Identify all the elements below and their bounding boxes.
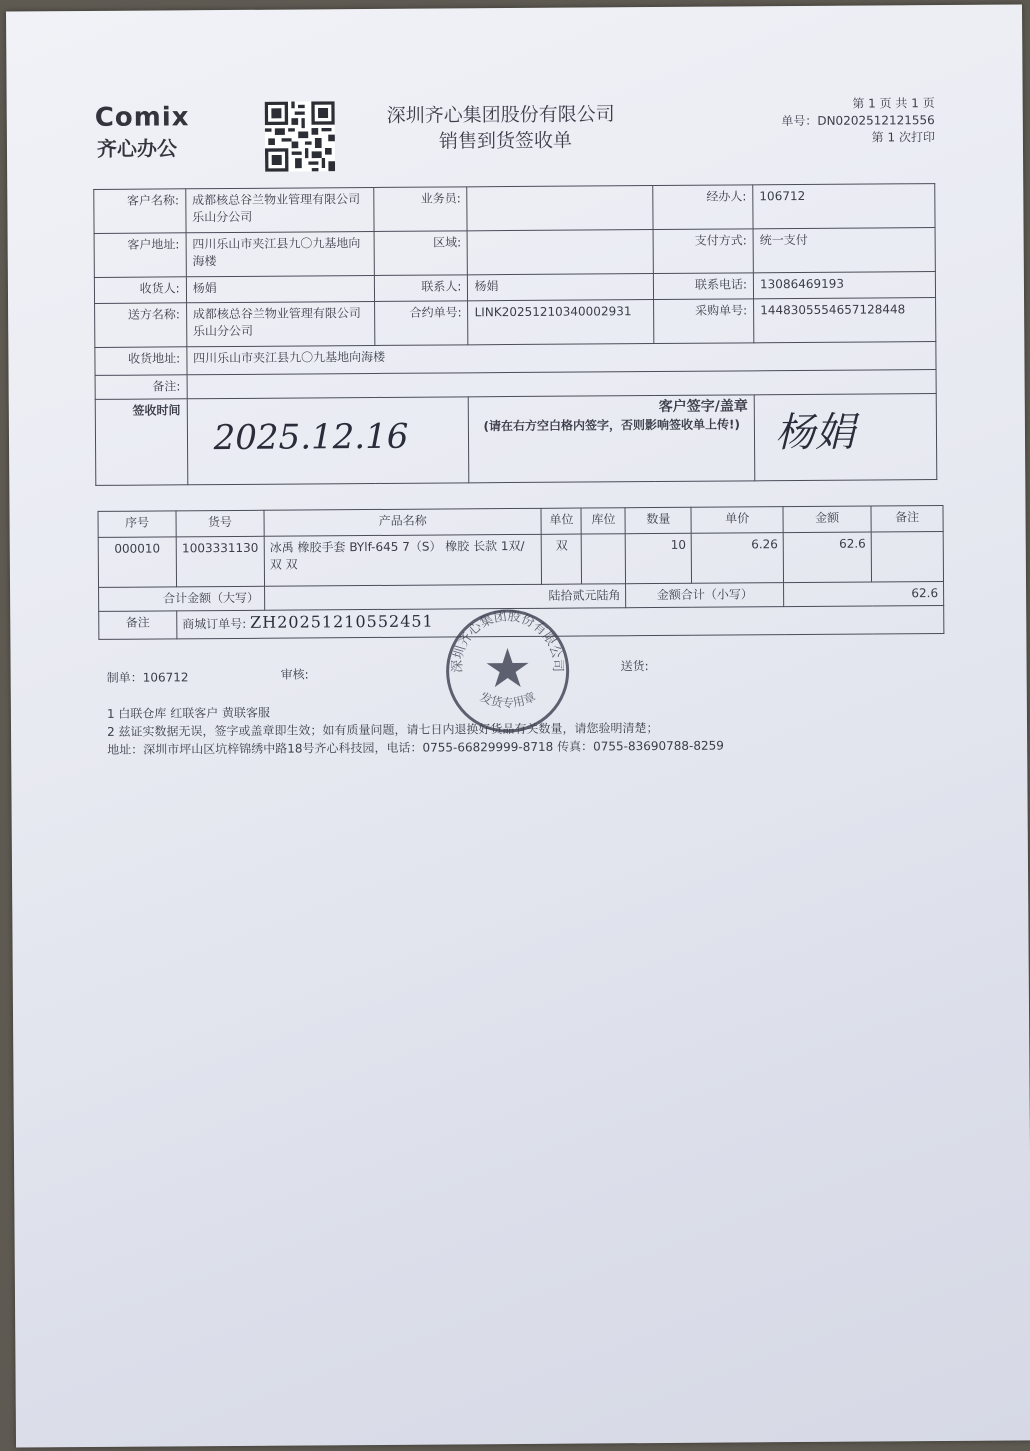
sign-note: (请在右方空白格内签字，否则影响签收单上传!) bbox=[483, 417, 740, 434]
receiver-label: 收货人: bbox=[94, 277, 186, 304]
table-row bbox=[98, 532, 943, 588]
comix-logo-cn: 齐心办公 bbox=[96, 136, 178, 161]
footer-address: 地址：深圳市坪山区坑梓锦绣中路18号齐心科技园，电话：0755-66829999-8718 传真：0755-83690788-8259 bbox=[107, 738, 724, 757]
receiver-value: 杨娟 bbox=[186, 275, 374, 302]
total-upper-label: 合计金额（大写） bbox=[99, 586, 265, 611]
col-header: 产品名称 bbox=[264, 508, 542, 536]
print-count: 第 1 次打印 bbox=[871, 130, 935, 145]
col-header: 备注 bbox=[871, 506, 943, 533]
col-header: 序号 bbox=[98, 511, 176, 538]
contact-label: 联系人: bbox=[374, 275, 468, 302]
customer-info-table bbox=[93, 183, 937, 486]
delivery-receipt-paper bbox=[6, 4, 1030, 1447]
cell-price: 6.26 bbox=[691, 533, 783, 584]
cell-sku: 1003331130 bbox=[176, 536, 264, 587]
ship-name: 成都核总谷兰物业管理有限公司乐山分公司 bbox=[186, 301, 374, 346]
sign-instruction-cell bbox=[469, 395, 755, 483]
mall-order-value: ZH20251210552451 bbox=[250, 611, 434, 632]
mall-order-label: 商城订单号: bbox=[182, 616, 247, 632]
company-seal-stamp bbox=[442, 606, 573, 737]
signature-handwritten: 杨娟 bbox=[774, 409, 856, 456]
total-upper-value: 陆拾贰元陆角 bbox=[264, 584, 626, 611]
svg-text:深圳齐心集团股份有限公司: 深圳齐心集团股份有限公司 bbox=[450, 609, 565, 673]
cell-remark bbox=[871, 532, 943, 583]
cell-seq: 000010 bbox=[98, 537, 176, 588]
total-lower-value: 62.6 bbox=[784, 582, 944, 607]
company-name: 深圳齐心集团股份有限公司 bbox=[386, 103, 615, 127]
signature-cell bbox=[754, 394, 937, 481]
remark-label: 备注: bbox=[95, 375, 187, 400]
customer-name: 成都核总谷兰物业管理有限公司乐山分公司 bbox=[185, 187, 373, 232]
customer-name-label: 客户名称: bbox=[94, 189, 186, 234]
total-lower-label: 金额合计（小写） bbox=[626, 583, 784, 608]
receive-addr-label: 收货地址: bbox=[95, 347, 187, 376]
col-header: 金额 bbox=[783, 506, 871, 533]
qr-code-icon bbox=[265, 101, 335, 171]
handler-label: 经办人: bbox=[653, 185, 753, 230]
region-label: 区域: bbox=[374, 231, 468, 276]
page-info bbox=[781, 95, 935, 147]
sign-time-handwritten: 2025.12.16 bbox=[213, 416, 409, 458]
col-header: 货号 bbox=[176, 510, 264, 537]
receive-addr: 四川乐山市夹江县九〇九基地向海楼 bbox=[187, 342, 936, 375]
cell-unit: 双 bbox=[542, 534, 582, 584]
phone-value: 13086469193 bbox=[753, 272, 935, 299]
comix-logo: Comix bbox=[94, 102, 190, 133]
payment-label: 支付方式: bbox=[653, 229, 753, 274]
handler-value: 106712 bbox=[753, 184, 935, 229]
cell-amount: 62.6 bbox=[783, 532, 871, 583]
cell-name: 冰禹 橡胶手套 BYlf-645 7（S） 橡胶 长款 1双/双 双 bbox=[264, 534, 542, 586]
star-icon bbox=[486, 648, 528, 687]
footer-note-2: 2 兹证实数据无误，签字或盖章即生效；如有质量问题，请七日内退换好货品有关数量，请您验明清楚； bbox=[106, 721, 659, 739]
doc-number: 单号：DN0202512121556 bbox=[781, 113, 935, 129]
purchase-label: 采购单号: bbox=[654, 299, 754, 344]
sales-value bbox=[467, 186, 653, 231]
col-header: 单位 bbox=[541, 508, 581, 534]
document-title: 销售到货签收单 bbox=[438, 129, 573, 153]
payment-value: 统一支付 bbox=[753, 228, 935, 273]
svg-text:发货专用章: 发货专用章 bbox=[477, 689, 538, 711]
ship-name-label: 送方名称: bbox=[95, 303, 187, 348]
cell-qty: 10 bbox=[626, 533, 692, 583]
sign-time-cell bbox=[187, 397, 469, 485]
contact-value: 杨娟 bbox=[468, 274, 654, 301]
region-value bbox=[468, 230, 654, 275]
customer-addr: 四川乐山市夹江县九〇九基地向海楼 bbox=[186, 231, 374, 276]
page-number: 第 1 页 共 1 页 bbox=[852, 96, 935, 111]
maker: 制单：106712 bbox=[106, 670, 189, 685]
sign-time-label: 签收时间 bbox=[95, 399, 187, 486]
reviewer: 审核: bbox=[280, 667, 309, 682]
deliverer: 送货: bbox=[620, 659, 649, 674]
sign-label: 客户签字/盖章 bbox=[658, 398, 748, 415]
items-remark-label: 备注 bbox=[99, 611, 177, 640]
contract-value: LINK20251210340002931 bbox=[468, 300, 654, 345]
col-header: 单价 bbox=[691, 507, 783, 534]
col-header: 数量 bbox=[625, 507, 691, 533]
phone-label: 联系电话: bbox=[654, 273, 754, 300]
col-header: 库位 bbox=[581, 508, 625, 534]
sales-label: 业务员: bbox=[373, 187, 467, 232]
footer-note-1: 1 白联仓库 红联客户 黄联客服 bbox=[106, 705, 271, 721]
cell-location bbox=[582, 534, 626, 584]
purchase-value: 1448305554657128448 bbox=[754, 298, 936, 343]
contract-label: 合约单号: bbox=[374, 301, 468, 346]
customer-addr-label: 客户地址: bbox=[94, 233, 186, 278]
